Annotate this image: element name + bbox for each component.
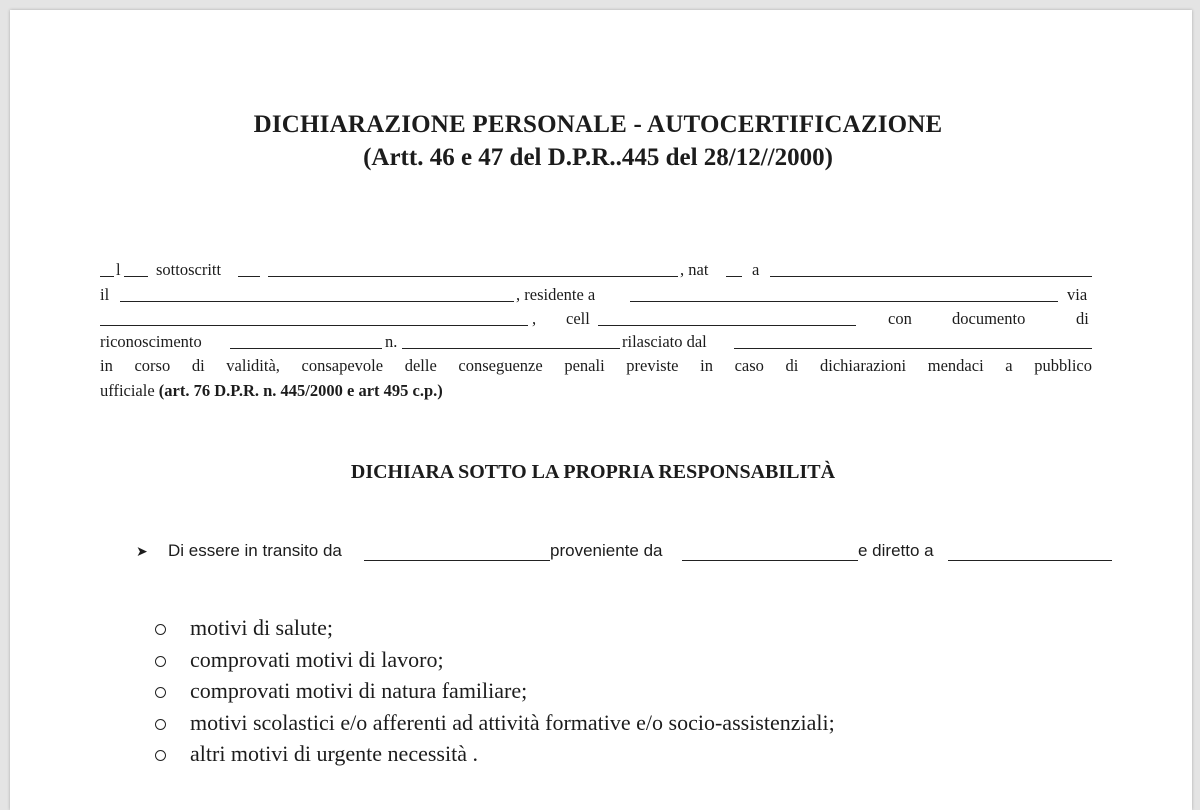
pronoun-letter: l — [116, 260, 121, 279]
declaration-heading: DICHIARA SOTTO LA PROPRIA RESPONSABILITÀ — [350, 461, 836, 483]
il-label: il — [100, 285, 110, 304]
cell-label: cell — [566, 309, 590, 328]
document-type-field[interactable] — [230, 348, 382, 349]
form-line-1 — [100, 259, 1092, 281]
origin-field[interactable] — [682, 560, 858, 561]
reason-label: altri motivi di urgente necessità . — [190, 741, 478, 766]
birthplace-a-label: a — [752, 260, 760, 279]
reason-option[interactable] — [150, 644, 835, 676]
address-field[interactable] — [100, 325, 528, 326]
paragraph-end — [100, 380, 1092, 402]
form-line-4 — [100, 331, 1092, 353]
sottoscritto-label: sottoscritt — [156, 260, 222, 279]
radio-circle-icon[interactable] — [155, 687, 166, 698]
radio-circle-icon[interactable] — [155, 656, 166, 667]
radio-circle-icon[interactable] — [155, 624, 166, 635]
comma-separator: , — [532, 309, 537, 328]
radio-circle-icon[interactable] — [155, 719, 166, 730]
ufficiale-text: ufficiale — [100, 381, 155, 400]
rilasciato-label: rilasciato dal — [622, 332, 707, 351]
full-name-field[interactable] — [268, 276, 678, 277]
reason-option[interactable] — [150, 612, 835, 644]
birthplace-field[interactable] — [770, 276, 1092, 277]
via-label: via — [1067, 285, 1088, 304]
residente-label: , residente a — [516, 285, 596, 304]
reason-option[interactable] — [150, 738, 835, 770]
diretto-label: e diretto a — [858, 541, 934, 560]
gender-blank-1[interactable] — [124, 276, 148, 277]
document-number-field[interactable] — [402, 348, 620, 349]
reason-option[interactable] — [150, 707, 835, 739]
document-subtitle: (Artt. 46 e 47 del D.P.R..445 del 28/12//2000) — [363, 144, 833, 171]
document-title: DICHIARAZIONE PERSONALE - AUTOCERTIFICAZIONE — [253, 111, 943, 138]
di-label: di — [1076, 309, 1089, 328]
reason-label: motivi scolastici e/o afferenti ad attività formative e/o socio-assistenziali; — [190, 709, 835, 735]
gender-prefix-blank[interactable] — [100, 276, 114, 277]
reason-label: motivi di salute; — [190, 615, 333, 640]
form-line-2 — [100, 284, 1092, 306]
arrowhead-bullet-icon: ➤ — [136, 545, 148, 560]
reason-label: comprovati motivi di lavoro; — [190, 646, 444, 672]
reasons-list — [150, 612, 835, 770]
transit-from-field[interactable] — [364, 560, 550, 561]
riconoscimento-label: riconoscimento — [100, 332, 202, 351]
transit-line — [168, 540, 1118, 564]
proveniente-label: proveniente da — [550, 541, 663, 560]
reason-label: comprovati motivi di natura familiare; — [190, 678, 528, 703]
transit-prefix: Di essere in transito da — [168, 541, 342, 560]
gender-blank-3[interactable] — [726, 276, 742, 277]
reason-option[interactable] — [150, 675, 835, 707]
form-line-3 — [100, 308, 1092, 330]
number-label: n. — [385, 332, 398, 351]
gender-blank-2[interactable] — [238, 276, 260, 277]
residence-field[interactable] — [630, 301, 1058, 302]
birth-date-field[interactable] — [120, 301, 514, 302]
declaration-paragraph: in corso di validità, consapevole delle conseguenze penali previste in caso di dichiarazioni mendaci a pubblico — [100, 356, 1092, 375]
radio-circle-icon[interactable] — [155, 750, 166, 761]
nato-label: , nat — [680, 260, 709, 279]
con-label: con — [888, 309, 912, 328]
documento-label: documento — [952, 309, 1026, 328]
cell-field[interactable] — [598, 325, 856, 326]
issued-by-field[interactable] — [734, 348, 1092, 349]
legal-reference: (art. 76 D.P.R. n. 445/2000 e art 495 c.p.) — [158, 381, 443, 400]
destination-field[interactable] — [948, 560, 1112, 561]
